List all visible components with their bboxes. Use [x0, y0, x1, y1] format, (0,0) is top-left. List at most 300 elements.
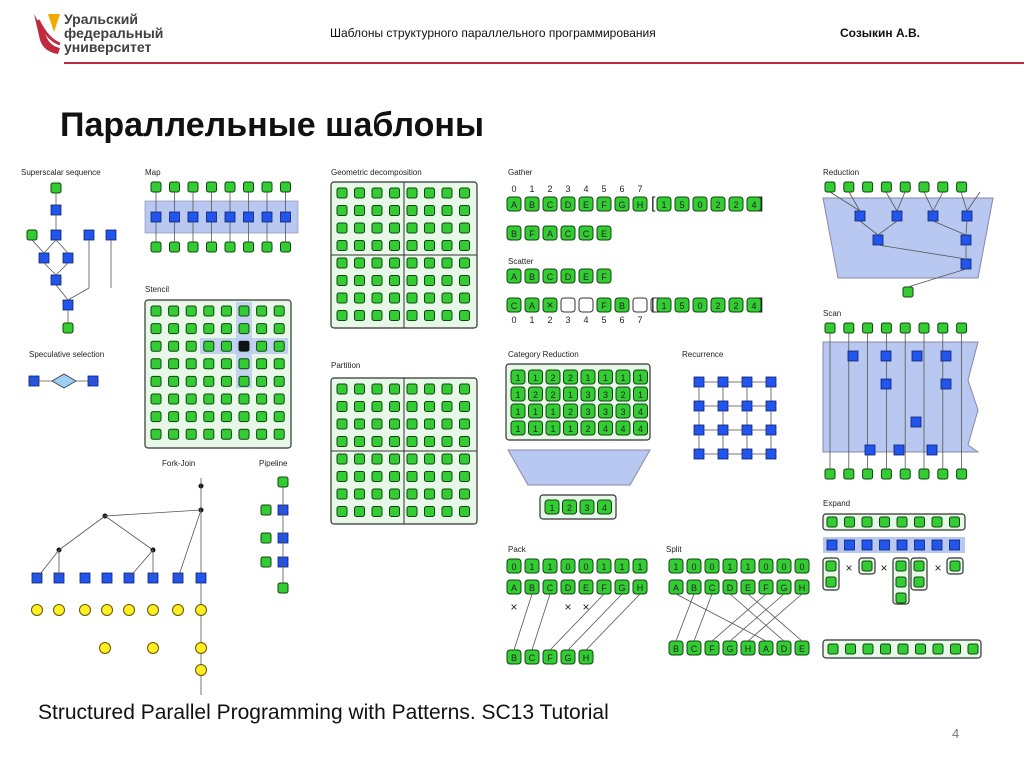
task-block: [962, 211, 972, 221]
category-cell-text: 4: [620, 424, 626, 434]
partition-grid-cell: [442, 507, 452, 517]
geometric-grid-cell: [355, 293, 365, 303]
scatter-index: 3: [565, 315, 571, 325]
reduction-input: [900, 182, 910, 192]
fork-edge: [178, 510, 201, 578]
category-cell-text: 1: [567, 424, 574, 434]
label-scan: Scan: [823, 309, 842, 318]
expand-output: [898, 644, 908, 654]
stencil-cell: [239, 429, 249, 439]
stencil-cell: [239, 412, 249, 422]
split-src-text: A: [672, 583, 680, 593]
category-cell-text: 1: [515, 424, 521, 434]
geometric-grid-cell: [460, 276, 470, 286]
gather-idx-text: 4: [751, 200, 757, 210]
stencil-cell: [221, 306, 231, 316]
label-geometric: Geometric decomposition: [331, 168, 422, 177]
green-cell: [244, 182, 254, 192]
scatter-index: 1: [529, 315, 535, 325]
green-cell: [896, 577, 906, 587]
category-cell-text: 1: [585, 373, 591, 383]
task-block: [881, 379, 891, 389]
gather-index: 5: [601, 184, 607, 194]
geometric-grid-cell: [407, 188, 417, 198]
task-block: [873, 235, 883, 245]
split-result-text: A: [762, 644, 770, 654]
split-flag-text: 0: [691, 562, 697, 572]
pack-flag-text: 0: [583, 562, 589, 572]
geometric-grid-cell: [355, 241, 365, 251]
pack-result-text: G: [564, 653, 572, 663]
expand-task: [950, 540, 960, 550]
label-superscalar: Superscalar sequence: [21, 168, 101, 177]
partition-grid-cell: [407, 419, 417, 429]
expand-input: [950, 517, 960, 527]
stencil-cell: [186, 359, 196, 369]
cross-mark: ×: [546, 298, 554, 312]
reduction-input: [881, 182, 891, 192]
split-src-text: H: [798, 583, 806, 593]
split-result-text: E: [798, 644, 806, 654]
partition-grid-cell: [460, 419, 470, 429]
join-node: [100, 643, 111, 654]
geometric-grid-cell: [390, 188, 400, 198]
label-gather: Gather: [508, 168, 533, 177]
geometric-grid-cell: [372, 206, 382, 216]
logo-line-2: федеральный: [64, 25, 164, 41]
recurrence-block: [742, 425, 752, 435]
partition-grid-cell: [442, 437, 452, 447]
pack-src-text: H: [636, 583, 644, 593]
recurrence-block: [694, 401, 704, 411]
empty-cell: [579, 298, 593, 312]
stencil-cell: [274, 429, 284, 439]
gather-index: 4: [583, 184, 589, 194]
pack-flag-text: 1: [601, 562, 607, 572]
expand-output: [863, 644, 873, 654]
scan-output: [957, 469, 967, 479]
label-pipeline: Pipeline: [259, 459, 288, 468]
partition-grid-cell: [442, 454, 452, 464]
empty-cell: [561, 298, 575, 312]
connector: [68, 288, 89, 300]
green-cell: [27, 230, 37, 240]
map-band: [145, 201, 298, 233]
category-cell-text: 1: [515, 390, 521, 400]
fork-edge: [105, 516, 153, 550]
scatter-index: 2: [547, 315, 553, 325]
gather-index: 1: [529, 184, 535, 194]
header-author: Созыкин А.В.: [840, 26, 921, 40]
task-block: [244, 212, 254, 222]
scan-output: [938, 469, 948, 479]
pack-src-text: C: [546, 583, 554, 593]
scatter-result-text: B: [618, 301, 626, 311]
label-speculative: Speculative selection: [29, 350, 105, 359]
stencil-cell: [169, 359, 179, 369]
partition-grid-cell: [442, 489, 452, 499]
gather-index: 2: [547, 184, 553, 194]
connector: [56, 285, 68, 300]
green-cell: [914, 577, 924, 587]
gather-result-text: E: [600, 229, 608, 239]
split-result-text: D: [780, 644, 788, 654]
reduction-input: [825, 182, 835, 192]
stencil-cell: [221, 359, 231, 369]
pipeline-cell: [261, 557, 271, 567]
geometric-grid-cell: [442, 276, 452, 286]
stencil-cell: [169, 412, 179, 422]
task-block: [927, 445, 937, 455]
category-cell-text: 1: [515, 373, 521, 383]
join-node: [80, 605, 91, 616]
cross-mark: ×: [845, 561, 853, 575]
scatter-idx-text: 1: [661, 301, 667, 311]
partition-grid-cell: [390, 472, 400, 482]
partition-grid-cell: [407, 437, 417, 447]
geometric-grid-cell: [407, 223, 417, 233]
cross-mark: ×: [934, 561, 942, 575]
category-result-text: 4: [601, 503, 608, 513]
reduction-output: [903, 287, 913, 297]
cross-mark: ×: [510, 600, 518, 614]
scatter-src-text: C: [546, 272, 554, 282]
stencil-cell: [257, 376, 267, 386]
category-funnel: [508, 450, 650, 485]
geometric-grid-cell: [337, 241, 347, 251]
recurrence-block: [742, 377, 752, 387]
stencil-cell: [274, 394, 284, 404]
split-flag-text: 0: [763, 562, 769, 572]
split-flag-text: 0: [799, 562, 805, 572]
logo-line-3: университет: [64, 39, 152, 55]
stencil-cell: [239, 394, 249, 404]
pack-result-text: B: [510, 653, 518, 663]
stencil-cell: [274, 324, 284, 334]
recurrence-block: [766, 449, 776, 459]
green-cell: [862, 561, 872, 571]
geometric-grid-cell: [337, 276, 347, 286]
stencil-cell: [169, 376, 179, 386]
task-block: [84, 230, 94, 240]
scan-output: [825, 469, 835, 479]
category-cell-text: 2: [585, 424, 591, 434]
category-result-text: 3: [584, 503, 590, 513]
scatter-result-text: A: [528, 301, 536, 311]
scatter-idx-text: 2: [715, 301, 721, 311]
recurrence-block: [694, 425, 704, 435]
category-cell-text: 3: [602, 407, 609, 417]
scan-input: [881, 323, 891, 333]
split-route: [712, 594, 766, 641]
partition-grid-cell: [442, 384, 452, 394]
scan-output: [919, 469, 929, 479]
stencil-cell: [186, 429, 196, 439]
recurrence-block: [694, 377, 704, 387]
task-block: [961, 235, 971, 245]
geometric-grid-cell: [460, 311, 470, 321]
category-result-text: 2: [566, 503, 573, 513]
green-cell: [896, 561, 906, 571]
geometric-grid-cell: [390, 241, 400, 251]
scatter-index: 6: [619, 315, 625, 325]
geometric-grid-cell: [390, 223, 400, 233]
join-node: [173, 605, 184, 616]
stencil-cell: [257, 341, 267, 351]
green-cell: [262, 182, 272, 192]
join-node: [54, 605, 65, 616]
partition-grid-cell: [425, 384, 435, 394]
fork-task: [196, 573, 206, 583]
green-cell: [225, 182, 235, 192]
partition-grid-cell: [425, 402, 435, 412]
scatter-src-text: D: [564, 272, 572, 282]
geometric-grid-cell: [425, 293, 435, 303]
pack-route: [586, 594, 640, 650]
green-cell: [896, 593, 906, 603]
partition-grid-cell: [372, 472, 382, 482]
connector: [32, 240, 44, 253]
split-result-text: H: [744, 644, 752, 654]
task-block: [106, 230, 116, 240]
task-block: [881, 351, 891, 361]
geometric-grid-cell: [460, 223, 470, 233]
stencil-cell: [151, 341, 161, 351]
green-cell: [63, 323, 73, 333]
geometric-grid-cell: [460, 188, 470, 198]
partition-grid-cell: [425, 437, 435, 447]
split-result-text: B: [672, 644, 680, 654]
task-block: [51, 205, 61, 215]
stencil-cell: [204, 306, 214, 316]
label-expand: Expand: [823, 499, 851, 508]
partition-grid-cell: [407, 472, 417, 482]
reduction-input: [844, 182, 854, 192]
label-category_reduction: Category Reduction: [508, 350, 579, 359]
scan-input: [900, 323, 910, 333]
stencil-cell: [239, 324, 249, 334]
gather-src-text: G: [618, 200, 626, 210]
scatter-result-text: F: [601, 301, 607, 311]
partition-grid-cell: [390, 419, 400, 429]
partition-grid-cell: [442, 419, 452, 429]
partition-grid-cell: [390, 454, 400, 464]
decision-diamond: [52, 374, 76, 388]
stencil-cell: [257, 394, 267, 404]
task-block: [188, 212, 198, 222]
category-cell-text: 2: [532, 390, 539, 400]
gather-index: 3: [565, 184, 571, 194]
expand-task: [932, 540, 942, 550]
bracket: [: [651, 296, 656, 313]
join-node: [124, 605, 135, 616]
scan-input: [844, 323, 854, 333]
label-pack: Pack: [508, 545, 526, 554]
green-cell: [188, 182, 198, 192]
fork-task: [80, 573, 90, 583]
category-cell-text: 4: [637, 407, 644, 417]
stencil-cell: [186, 394, 196, 404]
stencil-cell: [169, 324, 179, 334]
scatter-index: 4: [583, 315, 589, 325]
green-cell: [262, 242, 272, 252]
partition-grid-cell: [425, 419, 435, 429]
scan-output: [844, 469, 854, 479]
partition-grid-cell: [355, 489, 365, 499]
partition-grid-cell: [337, 489, 347, 499]
partition-grid-cell: [337, 437, 347, 447]
label-recurrence: Recurrence: [682, 350, 724, 359]
partition-grid-cell: [425, 472, 435, 482]
partition-grid-cell: [460, 489, 470, 499]
stencil-cell: [204, 394, 214, 404]
expand-input: [880, 517, 890, 527]
expand-output: [951, 644, 961, 654]
pack-src-text: F: [601, 583, 607, 593]
scatter-idx-text: 0: [697, 301, 703, 311]
pack-src-text: G: [618, 583, 626, 593]
task-block: [39, 253, 49, 263]
stencil-cell: [239, 359, 249, 369]
pipeline-cell: [278, 477, 288, 487]
recurrence-block: [718, 401, 728, 411]
split-route: [676, 594, 694, 641]
pack-flag-text: 0: [565, 562, 571, 572]
fork-edge: [59, 516, 105, 550]
join-node: [196, 643, 207, 654]
green-cell: [826, 577, 836, 587]
partition-grid-cell: [337, 384, 347, 394]
geometric-grid-cell: [390, 206, 400, 216]
category-cell-text: 3: [620, 407, 626, 417]
geometric-grid-cell: [425, 276, 435, 286]
category-cell-text: 1: [602, 373, 609, 383]
stencil-cell: [186, 324, 196, 334]
partition-grid-cell: [390, 384, 400, 394]
partition-grid-cell: [355, 472, 365, 482]
pack-result-text: H: [582, 653, 590, 663]
stencil-cell: [257, 306, 267, 316]
gather-src-text: C: [546, 200, 554, 210]
split-src-text: B: [690, 583, 698, 593]
green-cell: [151, 182, 161, 192]
stencil-container: [145, 300, 291, 448]
connector: [56, 263, 68, 275]
fork-edge: [105, 510, 201, 516]
stencil-cell: [274, 359, 284, 369]
expand-input: [827, 517, 837, 527]
split-flag-text: 0: [709, 562, 715, 572]
geometric-grid-cell: [372, 311, 382, 321]
stencil-cell: [151, 412, 161, 422]
gather-result-text: F: [529, 229, 535, 239]
geometric-grid-cell: [337, 311, 347, 321]
category-cell-text: 4: [602, 424, 609, 434]
green-cell: [207, 242, 217, 252]
category-cell-text: 1: [532, 373, 539, 383]
gather-idx-text: 2: [715, 200, 721, 210]
pack-src-text: A: [510, 583, 518, 593]
partition-grid-cell: [390, 507, 400, 517]
pack-flag-text: 1: [637, 562, 643, 572]
green-cell: [826, 561, 836, 571]
category-result-text: 1: [549, 503, 555, 513]
partition-grid-cell: [407, 402, 417, 412]
stencil-cell: [257, 359, 267, 369]
label-reduction: Reduction: [823, 168, 860, 177]
partition-grid-cell: [460, 507, 470, 517]
connector: [44, 263, 56, 275]
parallel-patterns-figure: [0, 160, 1024, 705]
split-result-text: G: [726, 644, 734, 654]
green-cell: [51, 183, 61, 193]
connector: [56, 240, 68, 253]
stencil-cell: [221, 324, 231, 334]
stencil-cell: [274, 306, 284, 316]
stencil-cell: [274, 341, 284, 351]
pack-route: [568, 594, 622, 650]
partition-grid-cell: [390, 402, 400, 412]
task-block: [912, 351, 922, 361]
stencil-cell: [204, 341, 214, 351]
category-cell-text: 2: [567, 407, 574, 417]
scan-input: [938, 323, 948, 333]
category-cell-text: 1: [532, 407, 539, 417]
expand-output: [881, 644, 891, 654]
fork-task: [102, 573, 112, 583]
pipeline-cell: [261, 533, 271, 543]
task-block: [63, 253, 73, 263]
partition-grid-cell: [337, 402, 347, 412]
split-result-text: C: [690, 644, 698, 654]
stencil-cell: [221, 394, 231, 404]
geometric-grid-cell: [460, 206, 470, 216]
partition-grid-cell: [460, 454, 470, 464]
recurrence-block: [718, 449, 728, 459]
partition-grid-cell: [390, 489, 400, 499]
task-block: [865, 445, 875, 455]
pack-src-text: E: [582, 583, 590, 593]
join-node: [196, 665, 207, 676]
partition-grid-cell: [337, 472, 347, 482]
scatter-index: 7: [637, 315, 643, 325]
stencil-cell: [257, 324, 267, 334]
geometric-grid-cell: [460, 293, 470, 303]
pack-result-text: C: [528, 653, 536, 663]
stencil-cell: [186, 376, 196, 386]
green-cell: [170, 182, 180, 192]
pack-flag-text: 1: [547, 562, 553, 572]
expand-task: [880, 540, 890, 550]
join-node: [102, 605, 113, 616]
geometric-grid-cell: [390, 276, 400, 286]
geometric-grid-cell: [355, 258, 365, 268]
stencil-cell: [151, 429, 161, 439]
task-block: [151, 212, 161, 222]
recurrence-block: [718, 425, 728, 435]
scan-output: [900, 469, 910, 479]
stencil-cell: [204, 412, 214, 422]
slide-title: Параллельные шаблоны: [60, 106, 485, 144]
stencil-cell: [186, 306, 196, 316]
partition-grid-cell: [337, 507, 347, 517]
cross-mark: ×: [564, 600, 572, 614]
stencil-cell: [239, 376, 249, 386]
scatter-index: 5: [601, 315, 607, 325]
geometric-grid-cell: [337, 206, 347, 216]
pack-flag-text: 1: [529, 562, 535, 572]
green-cell: [151, 242, 161, 252]
